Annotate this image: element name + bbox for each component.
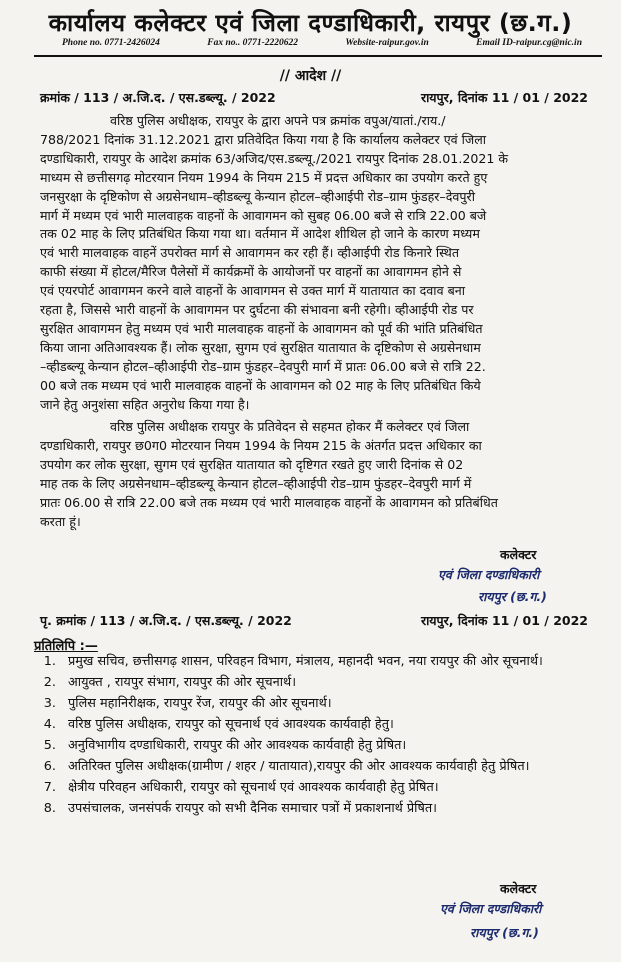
paragraph-line: –व्हीडब्ल्यू केन्यान होटल–व्हीआईपी रोड–ग्राम फुंडहर–देवपुरी मार्ग में प्रातः 06.00 बजे से रात्रि 22.: [40, 358, 486, 374]
office-title: कार्यालय कलेक्टर एवं जिला दण्डाधिकारी, रायपुर (छ.ग.): [48, 9, 573, 37]
order-paragraph-1: [40, 112, 588, 415]
paragraph-line: तक 02 माह के लिए प्रतिबंधित किया गया था। वर्तमान में आदेश शीथिल हो जाने के कारण मध्यम: [40, 226, 480, 242]
signature-2-place: रायपुर (छ.ग.): [470, 925, 539, 940]
paragraph-line: करता हूं।: [40, 513, 81, 529]
paragraph-line: वरिष्ठ पुलिस अधीक्षक, रायपुर के द्वारा अपने पत्र क्रमांक वपुअ/यातां./राय./: [110, 113, 446, 128]
endorsement-number: पृ. क्रमांक / 113 / अ.जि.द. / एस.डब्ल्यू. / 2022: [40, 613, 292, 628]
paragraph-line: दण्डाधिकारी, रायपुर छ0ग0 मोटरयान नियम 1994 के नियम 215 के अंतर्गत प्रदत्त अधिकार का: [40, 437, 482, 453]
paragraph-line: जनसुरक्षा के दृष्टिकोण से अग्रसेनधाम–व्हीडब्ल्यू केन्यान होटल–व्हीआईपी रोड–ग्राम फुंडहर–देवपुरी: [40, 188, 475, 204]
order-heading: // आदेश //: [279, 68, 342, 84]
copy-item: 7. क्षेत्रीय परिवहन अधिकारी, रायपुर को सूचनार्थ एवं आवश्यक कार्यवाही हेतु प्रेषित।: [60, 778, 621, 797]
header-divider: [34, 55, 602, 57]
copy-item: 5. अनुविभागीय दण्डाधिकारी, रायपुर की ओर आवश्यक कार्यवाही हेतु प्रेषित।: [60, 736, 621, 755]
paragraph-line: 788/2021 दिनांक 31.12.2021 द्वारा प्रतिवेदित किया गया है कि कार्यालय कलेक्टर एवं जिला: [40, 131, 487, 147]
copy-item: 8. उपसंचालक, जनसंपर्क रायपुर को सभी दैनिक समाचार पत्रों में प्रकाशनार्थ प्रेषित।: [60, 799, 621, 818]
paragraph-line: रहता है, जिससे भारी वाहनों के आवागमन पर दुर्घटना की संभावना बनी रहेगी। व्हीआईपी रोड पर: [40, 302, 474, 318]
signature-2-designation: एवं जिला दण्डाधिकारी: [440, 901, 542, 916]
signature-1-place: रायपुर (छ.ग.): [478, 589, 547, 604]
paragraph-line: सुरक्षित आवागमन हेतु मध्यम एवं भारी मालवाहक वाहनों के आवागमन को पूर्व की भांति प्रतिबंधित: [40, 320, 483, 336]
website: Website-raipur.gov.in: [345, 38, 429, 48]
copy-item: 2. आयुक्त , रायपुर संभाग, रायपुर की ओर सूचनार्थ।: [60, 673, 621, 692]
paragraph-line: काफी संख्या में होटल/मैरिज पैलेसों में कार्यक्रमों के आयोजनों पर वाहनों का आवागमन होने से: [40, 264, 462, 280]
copy-item: 6. अतिरिक्त पुलिस अधीक्षक(ग्रामीण / शहर / यातायात),रायपुर की ओर आवश्यक कार्यवाही हेतु प्रेषित।: [60, 757, 621, 776]
paragraph-line: किया जाना अतिआवश्यक हैं। लोक सुरक्षा, सुगम एवं सुरक्षित यातायात के दृष्टिकोण से अग्रसेनधाम: [40, 339, 481, 355]
paragraph-line: प्रातः 06.00 से रात्रि 22.00 बजे तक मध्यम एवं भारी मालवाहक वाहनों के आवागमन को प्रतिबंधित: [40, 494, 498, 510]
paragraph-line: दण्डाधिकारी, रायपुर के आदेश क्रमांक 63/अजिद/एस.डब्ल्यू./2021 रायपुर दिनांक 28.01.2021 के: [40, 150, 509, 166]
paragraph-line: एवं एयरपोर्ट आवागमन करने वाले वाहनों के आवागमन से उक्त मार्ग में यातायात का दवाव बना: [40, 283, 466, 299]
paragraph-line: माह तक के लिए अग्रसेनधाम–व्हीडब्ल्यू केन्यान होटल–व्हीआईपी रोड–ग्राम फुंडहर–देवपुरी मार्ग में: [40, 475, 472, 491]
signature-1-designation: [438, 566, 539, 583]
order-paragraph-2: [40, 418, 588, 531]
copy-heading: प्रतिलिपि :—: [34, 639, 98, 654]
endorsement-line: [40, 612, 588, 629]
paragraph-line: उपयोग कर लोक सुरक्षा, सुगम एवं सुरक्षित यातायात को दृष्टिगत रखते हुए जारी दिनांक से 02: [40, 456, 464, 472]
paragraph-line: जाने हेतु अनुशंसा सहित अनुरोध किया गया है।: [40, 396, 250, 412]
paragraph-line: माध्यम से छत्तीसगढ़ मोटरयान नियम 1994 के नियम 215 में प्रदत्त अधिकार का उपयोग करते हुए: [40, 169, 488, 185]
endorsement-date: रायपुर, दिनांक 11 / 01 / 2022: [420, 613, 588, 628]
signature-1-title: कलेक्टर: [500, 547, 537, 562]
signature-2-title: कलेक्टर: [500, 881, 537, 896]
fax-number: Fax no.. 0771-2220622: [207, 38, 299, 48]
reference-line: [40, 89, 588, 106]
email: Email ID-raipur.cg@nic.in: [476, 38, 582, 48]
copy-item: 3. पुलिस महानिरीक्षक, रायपुर रेंज, रायपुर की ओर सूचनार्थ।: [60, 694, 621, 713]
contact-line: [62, 38, 582, 48]
copy-list: [30, 652, 621, 820]
phone-number: Phone no. 0771-2426024: [62, 38, 160, 48]
paragraph-line: वरिष्ठ पुलिस अधीक्षक रायपुर के प्रतिवेदन से सहमत होकर मैं कलेक्टर एवं जिला: [110, 419, 470, 434]
order-date: रायपुर, दिनांक 11 / 01 / 2022: [420, 90, 588, 105]
signature-1-line2: एवं जिला दण्डाधिकारी: [438, 567, 540, 582]
order-number: क्रमांक / 113 / अ.जि.द. / एस.डब्ल्यू. / 2022: [40, 90, 276, 105]
paragraph-line: एवं भारी मालवाहक वाहनें उपरोक्त मार्ग से आवागमन कर रही हैं। व्हीआईपी रोड किनारे स्थित: [40, 245, 460, 261]
paragraph-line: मार्ग में मध्यम एवं भारी मालवाहक वाहनों के आवागमन को सुबह 06.00 बजे से रात्रि 22.00 बजे: [40, 207, 487, 223]
paragraph-line: 00 बजे तक मध्यम एवं भारी मालवाहक वाहनों के आवागमन को 02 माह के लिए प्रतिबंधित किये: [40, 377, 481, 393]
copy-item: 4. वरिष्ठ पुलिस अधीक्षक, रायपुर को सूचनार्थ एवं आवश्यक कार्यवाही हेतु।: [60, 715, 621, 734]
copy-item: 1. प्रमुख सचिव, छत्तीसगढ़ शासन, परिवहन विभाग, मंत्रालय, महानदी भवन, नया रायपुर की ओर सूचनार्थ।: [60, 652, 621, 671]
